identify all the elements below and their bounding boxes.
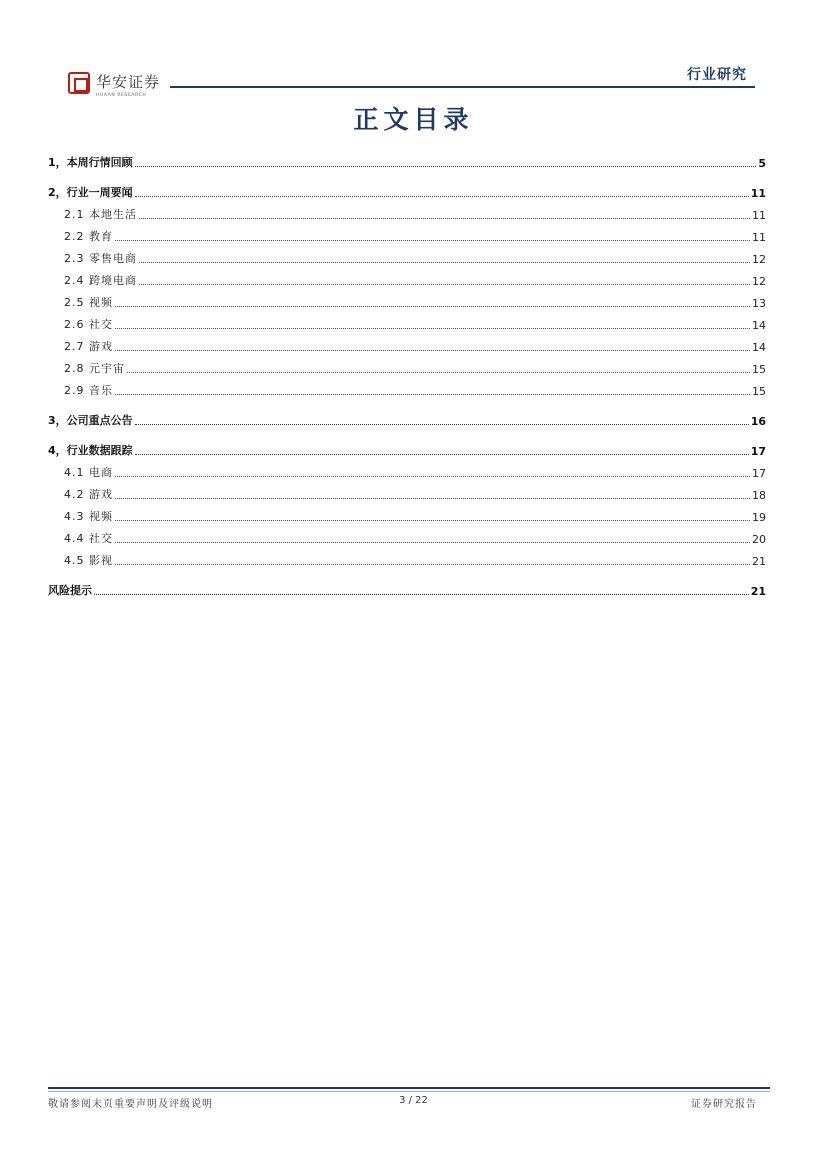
footer-doc-type: 证券研究报告 <box>691 1099 757 1110</box>
toc-entry-label: 2.7 游戏 <box>64 340 113 353</box>
toc-entry-label: 4.1 电商 <box>64 466 113 479</box>
toc-entry-page: 12 <box>752 253 766 266</box>
toc-entry-page: 17 <box>750 445 766 458</box>
toc-entry-label: 2.5 视频 <box>64 296 113 309</box>
toc-gap <box>48 398 766 406</box>
footer-disclaimer: 敬请参阅末页重要声明及评级说明 <box>48 1099 213 1110</box>
toc-gap <box>48 568 766 576</box>
toc-entry-subsection[interactable] <box>48 222 766 244</box>
toc-entry-subsection[interactable] <box>48 376 766 398</box>
toc-entry-label: 4.5 影视 <box>64 554 113 567</box>
toc-leader-dots <box>115 327 750 329</box>
toc-leader-dots <box>135 423 749 425</box>
toc-entry-label: 2.2 教育 <box>64 230 113 243</box>
toc-leader-dots <box>135 195 749 197</box>
toc-leader-dots <box>115 519 750 521</box>
toc-leader-dots <box>139 283 750 285</box>
toc-entry-page: 11 <box>752 209 766 222</box>
toc-leader-dots <box>115 563 750 565</box>
toc-entry-page: 11 <box>752 231 766 244</box>
table-of-contents <box>48 148 766 598</box>
toc-leader-dots <box>139 217 750 219</box>
toc-entry-label: 风险提示 <box>48 584 92 597</box>
toc-entry-page: 19 <box>752 511 766 524</box>
toc-entry-subsection[interactable] <box>48 480 766 502</box>
company-logo <box>68 70 178 104</box>
toc-entry-page: 16 <box>750 415 766 428</box>
toc-entry-page: 12 <box>752 275 766 288</box>
toc-entry-label: 2，行业一周要闻 <box>48 186 133 199</box>
toc-entry-page: 15 <box>752 363 766 376</box>
toc-entry-subsection[interactable] <box>48 546 766 568</box>
toc-entry-subsection[interactable] <box>48 458 766 480</box>
logo-subtext: HUAAN RESEARCH <box>96 93 147 98</box>
toc-entry-page: 21 <box>752 555 766 568</box>
toc-entry-label: 2.3 零售电商 <box>64 252 137 265</box>
toc-entry-section[interactable] <box>48 576 766 598</box>
toc-leader-dots <box>115 349 750 351</box>
toc-entry-section[interactable] <box>48 406 766 428</box>
toc-entry-subsection[interactable] <box>48 200 766 222</box>
toc-entry-page: 15 <box>752 385 766 398</box>
toc-entry-page: 20 <box>752 533 766 546</box>
logo-seal-icon <box>68 72 90 94</box>
toc-entry-page: 5 <box>758 157 766 170</box>
toc-entry-label: 1，本周行情回顾 <box>48 156 133 169</box>
toc-entry-label: 2.9 音乐 <box>64 384 113 397</box>
toc-entry-page: 14 <box>752 341 766 354</box>
toc-entry-subsection[interactable] <box>48 524 766 546</box>
header-divider <box>170 86 755 88</box>
toc-entry-label: 2.8 元宇宙 <box>64 362 125 375</box>
page-title: 正文目录 <box>353 105 474 134</box>
toc-entry-subsection[interactable] <box>48 244 766 266</box>
toc-leader-dots <box>135 165 757 167</box>
toc-entry-label: 4.4 社交 <box>64 532 113 545</box>
toc-entry-label: 2.6 社交 <box>64 318 113 331</box>
toc-leader-dots <box>94 593 749 595</box>
toc-entry-label: 4，行业数据跟踪 <box>48 444 133 457</box>
toc-entry-page: 21 <box>750 585 766 598</box>
toc-entry-subsection[interactable] <box>48 288 766 310</box>
toc-leader-dots <box>115 541 750 543</box>
toc-entry-subsection[interactable] <box>48 266 766 288</box>
toc-entry-label: 3，公司重点公告 <box>48 414 133 427</box>
toc-entry-page: 17 <box>752 467 766 480</box>
toc-entry-subsection[interactable] <box>48 354 766 376</box>
toc-entry-subsection[interactable] <box>48 332 766 354</box>
toc-gap <box>48 428 766 436</box>
toc-entry-page: 18 <box>752 489 766 502</box>
toc-leader-dots <box>115 475 750 477</box>
toc-entry-subsection[interactable] <box>48 310 766 332</box>
toc-entry-page: 11 <box>750 187 766 200</box>
toc-entry-section[interactable] <box>48 436 766 458</box>
toc-leader-dots <box>115 305 750 307</box>
toc-entry-page: 13 <box>752 297 766 310</box>
toc-leader-dots <box>127 371 750 373</box>
toc-entry-section[interactable] <box>48 178 766 200</box>
toc-leader-dots <box>115 239 750 241</box>
footer-divider-thin <box>48 1091 770 1092</box>
logo-text: 华安证券 <box>96 73 161 91</box>
footer-divider <box>48 1087 770 1089</box>
section-tag: 行业研究 <box>687 67 747 83</box>
toc-leader-dots <box>139 261 750 263</box>
toc-entry-section[interactable] <box>48 148 766 170</box>
toc-leader-dots <box>115 497 750 499</box>
toc-gap <box>48 170 766 178</box>
page-indicator: 3 / 22 <box>399 1095 428 1106</box>
toc-entry-label: 2.4 跨境电商 <box>64 274 137 287</box>
toc-entry-label: 4.3 视频 <box>64 510 113 523</box>
toc-entry-label: 2.1 本地生活 <box>64 208 137 221</box>
toc-leader-dots <box>115 393 750 395</box>
toc-entry-subsection[interactable] <box>48 502 766 524</box>
toc-entry-label: 4.2 游戏 <box>64 488 113 501</box>
toc-leader-dots <box>135 453 749 455</box>
toc-entry-page: 14 <box>752 319 766 332</box>
